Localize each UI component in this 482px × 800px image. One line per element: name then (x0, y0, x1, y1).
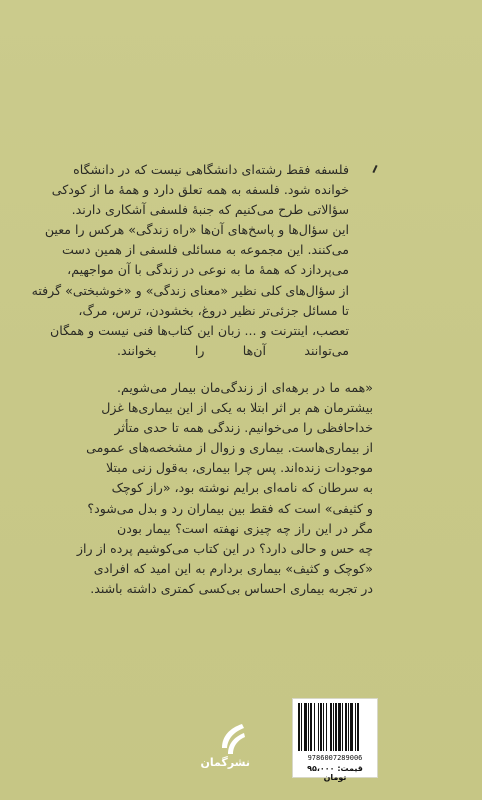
text-line: می‌کنند. این مجموعه به مسائلی فلسفی از همین دست (62, 242, 349, 258)
publisher-mark-icon (214, 718, 250, 758)
text-line: به سرطان که نامه‌ای برایم نوشته بود، «راز کوچک (111, 480, 373, 496)
publisher-logo (200, 718, 250, 774)
text-line: سؤالاتی طرح می‌کنیم که جنبهٔ فلسفی آشکاری دارند. (71, 202, 349, 218)
text-line: «همه ما در برهه‌ای از زندگی‌مان بیمار می‌شویم. (117, 380, 373, 395)
text-line: تا مسائل جزئی‌تر نظیر دروغ، بخشودن، ترس، مرگ، (78, 302, 349, 318)
text-line: این سؤال‌ها و پاسخ‌های آن‌ها «راه زندگی» هرکس را معین (44, 222, 349, 238)
text-line: می‌پردازد که همهٔ ما به نوعی در زندگی با آن مواجهیم، (67, 262, 349, 278)
text-line: موجودات زنده‌اند. پس چرا بیماری، به‌قول زنی مبتلا (105, 460, 373, 476)
text-line: و کثیفی» است که فقط بین بیماران رد و بدل می‌شود؟ (87, 500, 373, 516)
text-line: از بیماری‌هاست. بیماری و زوال از مشخصه‌های عمومی (86, 440, 373, 456)
text-line: خداحافظی را می‌خوانیم. زندگی همه تا حدی متأثر (114, 420, 373, 436)
text-line: در تجربه بیماری احساس بی‌کسی کمتری داشته باشند. (90, 580, 373, 596)
description-paragraph (31, 160, 349, 361)
text-line: مگر در این راز چه چیزی نهفته است؟ بیمار بودن (117, 520, 373, 536)
text-line: می‌توانند آن‌ها را بخوانند. (117, 342, 349, 358)
text-line: چه حس و حالی دارد؟ در این کتاب می‌کوشیم پرده از راز (76, 540, 373, 556)
barcode-label (292, 698, 378, 782)
excerpt-paragraph (76, 378, 373, 599)
barcode-icon (297, 703, 373, 753)
price-label: قیمت: ۹۵،۰۰۰ تومان (307, 764, 363, 782)
text-line: خوانده شود. فلسفه به همه تعلق دارد و همهٔ ما از کودکی (51, 182, 349, 198)
publisher-name: نشرگمان (200, 756, 250, 769)
isbn-number: 9786007289006 (307, 754, 363, 762)
text-line: بیشترمان هم بر اثر ابتلا به یکی از این بیماری‌ها غزل (101, 400, 373, 416)
text-line: تعصب، اینترنت و ... زبان این کتاب‌ها فنی نیست و همگان (50, 322, 349, 338)
tick-mark (372, 165, 377, 173)
text-line: از سؤال‌های کلی نظیر «معنای زندگی» و «خوشبختی» گرفته (31, 282, 349, 298)
text-line: فلسفه فقط رشته‌ای دانشگاهی نیست که در دانشگاه (73, 162, 349, 177)
text-line: «کوچک و کثیف» بیماری بردارم به این امید که افرادی (93, 560, 373, 576)
